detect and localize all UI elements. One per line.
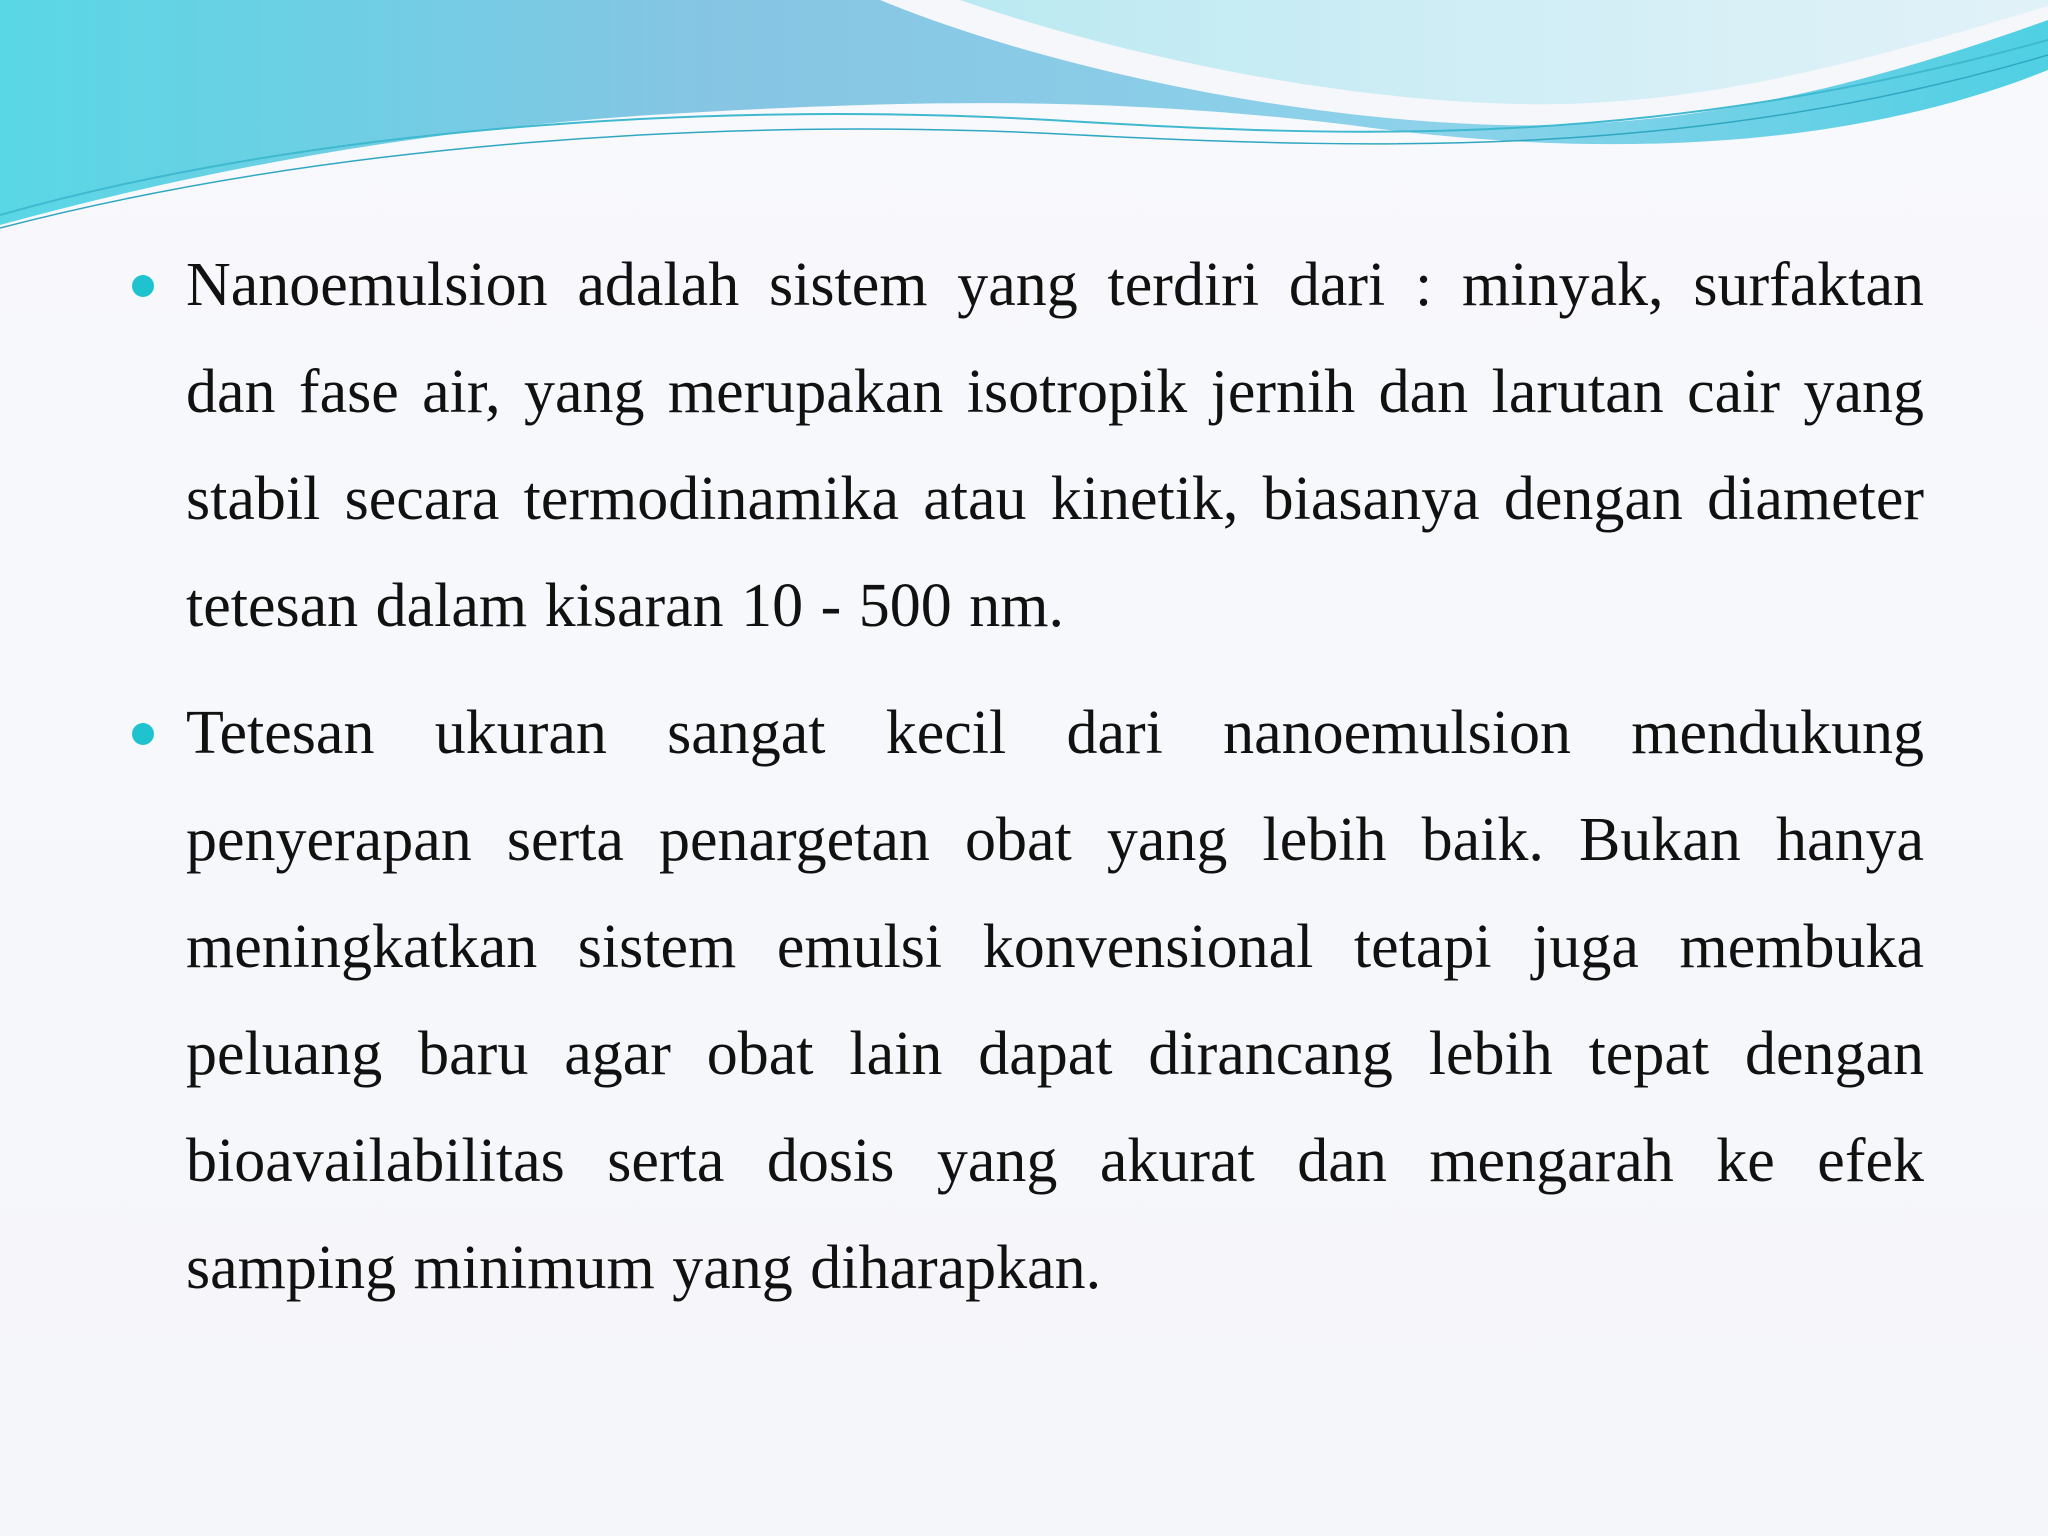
bullet-text: Nanoemulsion adalah sistem yang terdiri dari : minyak, surfaktan dan fase air, yang merupakan isotropik jernih dan larutan cair yang stabil secara termodinamika atau kinetik, biasanya dengan diameter tetesan dalam kisaran 10 - 500 nm. bbox=[186, 251, 1924, 640]
bullet-list bbox=[132, 232, 1924, 1342]
bullet-item bbox=[132, 680, 1924, 1322]
bullet-dot-icon bbox=[132, 275, 154, 297]
bullet-dot-icon bbox=[132, 723, 154, 745]
decorative-wave-header bbox=[0, 0, 2048, 240]
bullet-item bbox=[132, 232, 1924, 660]
bullet-text: Tetesan ukuran sangat kecil dari nanoemulsion mendukung penyerapan serta penargetan obat yang lebih baik. Bukan hanya meningkatkan sistem emulsi konvensional tetapi juga membuka peluang baru agar obat lain dapat dirancang lebih tepat dengan bioavailabilitas serta dosis yang akurat dan mengarah ke efek samping minimum yang diharapkan. bbox=[186, 699, 1924, 1302]
